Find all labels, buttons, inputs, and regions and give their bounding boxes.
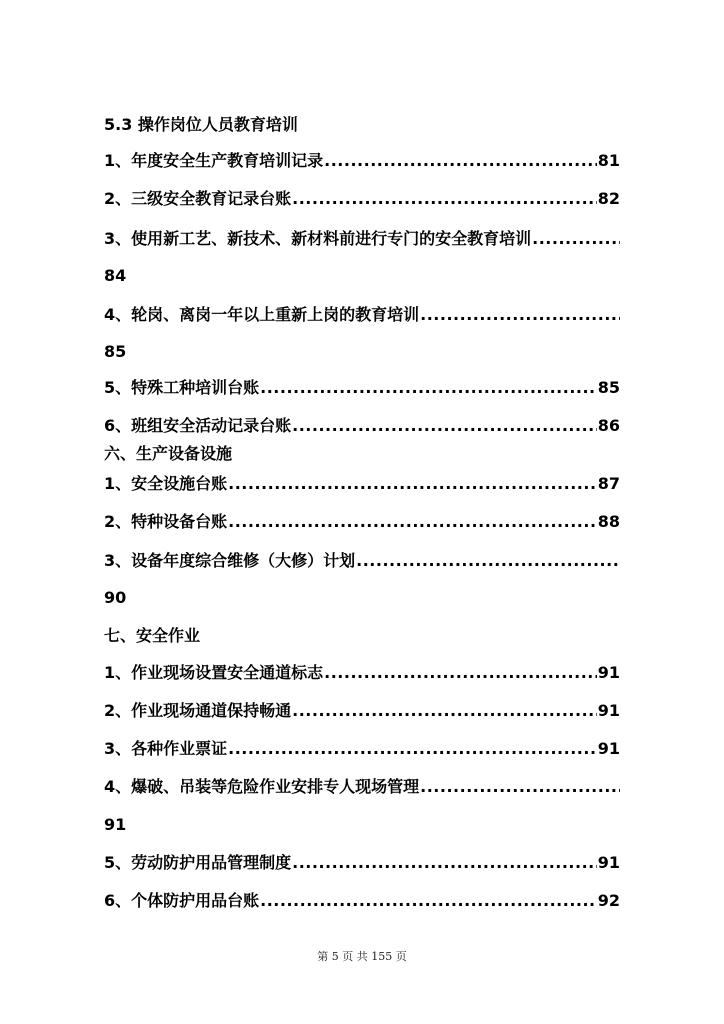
toc-entry-page: 90 bbox=[104, 588, 127, 607]
dot-leader bbox=[324, 149, 597, 173]
dot-leader bbox=[532, 227, 620, 251]
chapter-heading: 六、生产设备设施 bbox=[104, 444, 233, 463]
section-heading: 5.3 操作岗位人员教育培训 bbox=[104, 115, 298, 134]
dot-leader bbox=[228, 472, 597, 496]
toc-entry-title: 6、个体防护用品台账 bbox=[104, 891, 260, 910]
toc-entry[interactable] bbox=[104, 699, 620, 723]
toc-entry-page: 86 bbox=[597, 416, 620, 435]
toc-entry[interactable] bbox=[104, 149, 620, 173]
toc-entry-page: 91 bbox=[597, 853, 620, 872]
toc-entry-title: 4、轮岗、离岗一年以上重新上岗的教育培训 bbox=[104, 305, 420, 324]
toc-entry-title: 2、特种设备台账 bbox=[104, 512, 228, 531]
toc-entry-page: 85 bbox=[104, 342, 127, 361]
toc-entry-title: 2、作业现场通道保持畅通 bbox=[104, 701, 292, 720]
page-footer: 第 5 页 共 155 页 bbox=[317, 950, 407, 963]
toc-entry[interactable] bbox=[104, 414, 620, 438]
toc-entry-page: 88 bbox=[597, 512, 620, 531]
toc-entry[interactable] bbox=[104, 737, 620, 761]
toc-entry-title: 5、劳动防护用品管理制度 bbox=[104, 853, 292, 872]
toc-entry[interactable] bbox=[104, 510, 620, 534]
dot-leader bbox=[228, 737, 597, 761]
toc-entry-page: 84 bbox=[104, 266, 127, 285]
dot-leader bbox=[228, 510, 597, 534]
toc-entry[interactable] bbox=[104, 661, 620, 685]
toc-entry-title: 5、特殊工种培训台账 bbox=[104, 378, 260, 397]
dot-leader bbox=[324, 661, 597, 685]
toc-entry[interactable] bbox=[104, 303, 620, 327]
toc-entry[interactable] bbox=[104, 889, 620, 913]
toc-entry-title: 1、安全设施台账 bbox=[104, 474, 228, 493]
toc-entry-title: 1、作业现场设置安全通道标志 bbox=[104, 663, 324, 682]
dot-leader bbox=[260, 889, 597, 913]
chapter-heading: 七、安全作业 bbox=[104, 626, 201, 645]
toc-entry-page: 85 bbox=[597, 378, 620, 397]
dot-leader bbox=[420, 303, 620, 327]
toc-entry-page: 82 bbox=[597, 189, 620, 208]
toc-entry-page: 91 bbox=[597, 701, 620, 720]
dot-leader bbox=[356, 549, 620, 573]
toc-entry[interactable] bbox=[104, 775, 620, 799]
toc-entry[interactable] bbox=[104, 187, 620, 211]
dot-leader bbox=[292, 187, 597, 211]
toc-entry-page: 92 bbox=[597, 891, 620, 910]
dot-leader bbox=[292, 851, 597, 875]
dot-leader bbox=[260, 376, 597, 400]
toc-entry-title: 3、各种作业票证 bbox=[104, 739, 228, 758]
toc-entry-title: 4、爆破、吊装等危险作业安排专人现场管理 bbox=[104, 777, 420, 796]
toc-entry-page: 91 bbox=[104, 815, 127, 834]
dot-leader bbox=[420, 775, 620, 799]
toc-entry-title: 3、设备年度综合维修（大修）计划 bbox=[104, 551, 356, 570]
toc-entry[interactable] bbox=[104, 549, 620, 573]
toc-entry-page: 91 bbox=[597, 739, 620, 758]
toc-entry-page: 87 bbox=[597, 474, 620, 493]
toc-entry[interactable] bbox=[104, 472, 620, 496]
toc-entry-title: 2、三级安全教育记录台账 bbox=[104, 189, 292, 208]
toc-entry-title: 6、班组安全活动记录台账 bbox=[104, 416, 292, 435]
toc-entry-page: 91 bbox=[597, 663, 620, 682]
toc-entry-page: 81 bbox=[597, 151, 620, 170]
dot-leader bbox=[292, 699, 597, 723]
dot-leader bbox=[292, 414, 597, 438]
toc-entry-title: 1、年度安全生产教育培训记录 bbox=[104, 151, 324, 170]
toc-entry[interactable] bbox=[104, 851, 620, 875]
toc-entry[interactable] bbox=[104, 227, 620, 251]
toc-entry-title: 3、使用新工艺、新技术、新材料前进行专门的安全教育培训 bbox=[104, 229, 532, 248]
toc-entry[interactable] bbox=[104, 376, 620, 400]
